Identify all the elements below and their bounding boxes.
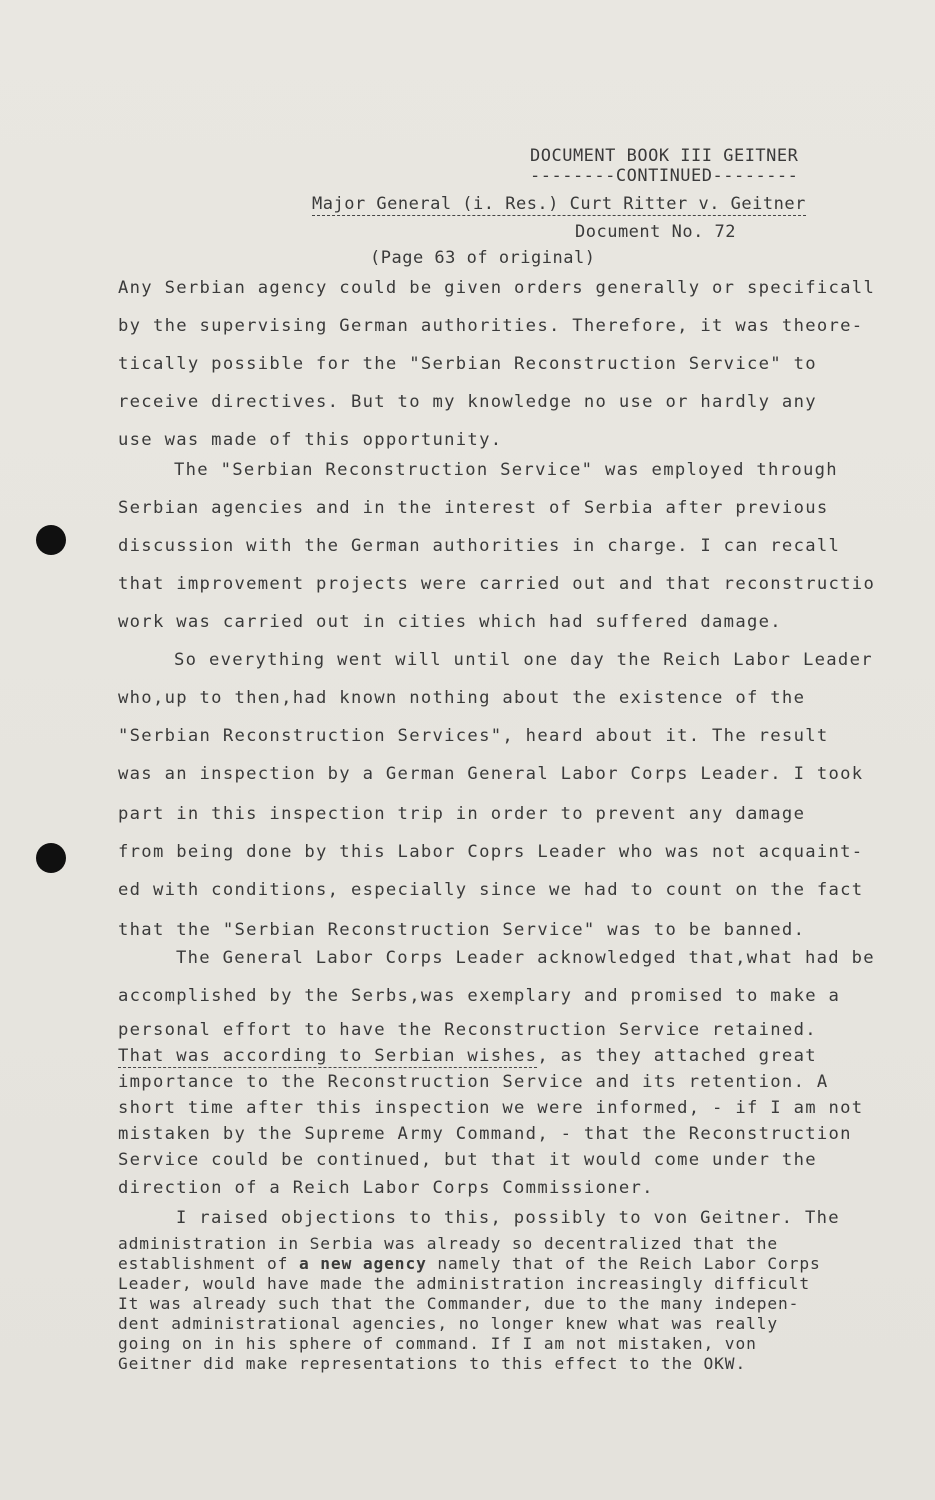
text-line: "Serbian Reconstruction Services", heard about it. The result — [118, 726, 829, 746]
text-line: receive directives. But to my knowledge no use or hardly any — [118, 392, 817, 412]
underlined-phrase: That was according to Serbian wishes — [118, 1046, 538, 1066]
text-line: going on in his sphere of command. If I am not mistaken, von — [118, 1334, 757, 1353]
continued-label: --------CONTINUED-------- — [530, 166, 799, 186]
text-line: direction of a Reich Labor Corps Commissioner. — [118, 1178, 654, 1198]
text-line: short time after this inspection we were informed, - if I am not — [118, 1098, 864, 1118]
text-line: ed with conditions, especially since we had to count on the fact — [118, 880, 864, 900]
text-line: Leader, would have made the administration increasingly difficult — [118, 1274, 810, 1293]
text-line: establishment of a new agency namely that of the Reich Labor Corps — [118, 1254, 821, 1273]
text-line: Serbian agencies and in the interest of Serbia after previous — [118, 498, 829, 518]
document-number: Document No. 72 — [575, 222, 737, 242]
text-line: mistaken by the Supreme Army Command, - that the Reconstruction — [118, 1124, 852, 1144]
text-line: So everything went will until one day the Reich Labor Leader — [174, 650, 873, 670]
text-line: tically possible for the "Serbian Reconstruction Service" to — [118, 354, 817, 374]
affiant-name-text: Major General (i. Res.) Curt Ritter v. Geitner — [312, 194, 806, 214]
text-line: personal effort to have the Reconstruction Service retained. — [118, 1020, 817, 1040]
text-line: that the "Serbian Reconstruction Service" was to be banned. — [118, 920, 806, 940]
text-line: importance to the Reconstruction Service and its retention. A — [118, 1072, 829, 1092]
continued-text: CONTINUED — [615, 166, 713, 186]
punch-hole-icon — [36, 843, 66, 873]
punch-hole-icon — [36, 525, 66, 555]
text-line: work was carried out in cities which had suffered damage. — [118, 612, 782, 632]
text-line: accomplished by the Serbs,was exemplary and promised to make a — [118, 986, 841, 1006]
text-line: dent administrational agencies, no longer knew what was really — [118, 1314, 779, 1333]
text-line: Geitner did make representations to this effect to the OKW. — [118, 1354, 747, 1373]
text-line: who,up to then,had known nothing about the existence of the — [118, 688, 806, 708]
text-line: That was according to Serbian wishes, as they attached great — [118, 1046, 817, 1066]
text-line: use was made of this opportunity. — [118, 430, 503, 450]
text-line: Any Serbian agency could be given orders generally or specificall — [118, 278, 876, 298]
inserted-phrase: a new agency — [298, 1254, 427, 1273]
text-line: administration in Serbia was already so decentralized that the — [118, 1234, 779, 1253]
affiant-name — [312, 194, 806, 214]
text-line: from being done by this Labor Coprs Leader who was not acquaint- — [118, 842, 864, 862]
text-line: discussion with the German authorities in charge. I can recall — [118, 536, 841, 556]
text-line: The General Labor Corps Leader acknowledged that,what had be — [176, 948, 875, 968]
text-line: Service could be continued, but that it would come under the — [118, 1150, 817, 1170]
text-line: was an inspection by a German General Labor Corps Leader. I took — [118, 764, 864, 784]
page-reference: (Page 63 of original) — [370, 248, 596, 268]
text-line: I raised objections to this, possibly to von Geitner. The — [176, 1208, 840, 1228]
document-book-title: DOCUMENT BOOK III GEITNER — [530, 146, 799, 166]
text-line: part in this inspection trip in order to prevent any damage — [118, 804, 806, 824]
text-line: by the supervising German authorities. Therefore, it was theore- — [118, 316, 864, 336]
text-line: that improvement projects were carried out and that reconstructio — [118, 574, 876, 594]
text-line: It was already such that the Commander, due to the many indepen- — [118, 1294, 800, 1313]
text-line: The "Serbian Reconstruction Service" was employed through — [174, 460, 838, 480]
